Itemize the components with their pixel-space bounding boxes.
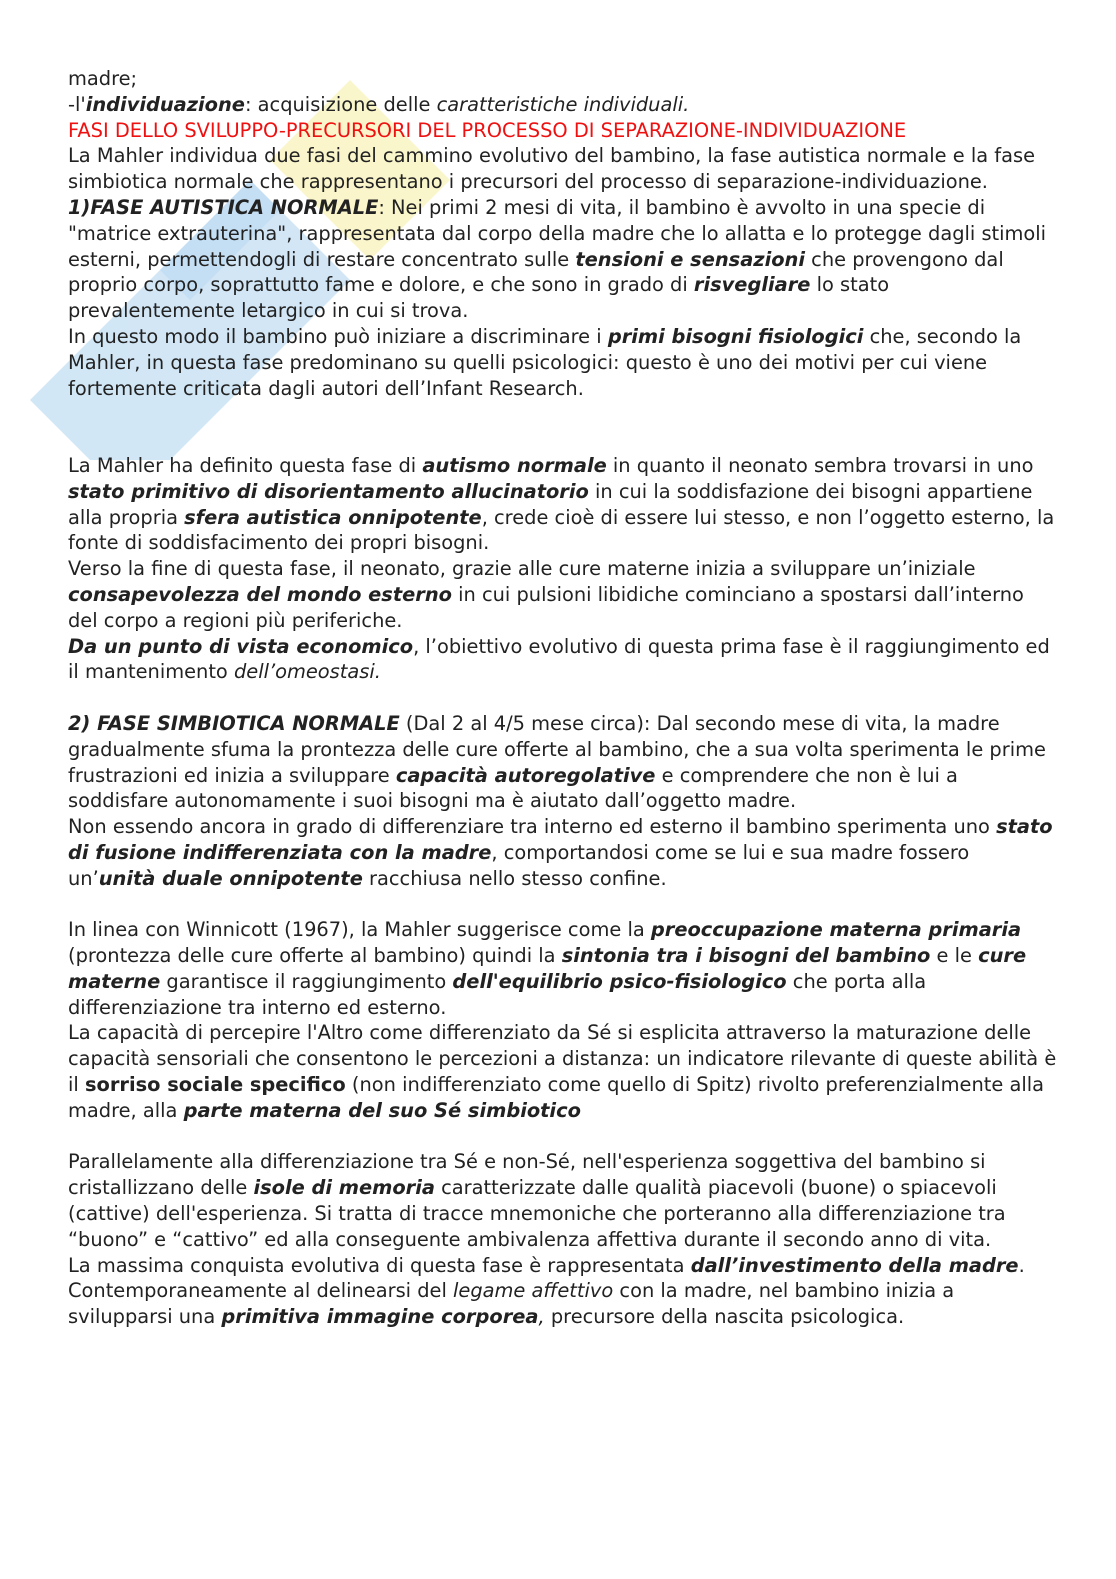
spacer bbox=[68, 401, 1058, 453]
paragraph-winnicott: In linea con Winnicott (1967), la Mahler suggerisce come la preoccupazione materna primaria (prontezza delle cure offerte al bambino) quindi la sintonia tra i bisogni del bambino e le cure materne garantisce il raggiungimento dell'equilibrio psico-fisiologico che porta alla differenziazione tra interno ed esterno. bbox=[68, 918, 1027, 1019]
document-page bbox=[68, 66, 1058, 1330]
paragraph-fase-simbiotica: 2) FASE SIMBIOTICA NORMALE (Dal 2 al 4/5 mese circa): Dal secondo mese di vita, la madre gradualmente sfuma la prontezza delle cure offerte al bambino, che a sua volta sperimenta le prime frustrazioni ed inizia a sviluppare capacità autoregolative e comprendere che non è lui a soddisfare autonomamente i suoi bisogni ma è aiutato dall’oggetto madre. bbox=[68, 711, 1046, 813]
paragraph-fusione: Non essendo ancora in grado di differenziare tra interno ed esterno il bambino sperimenta uno stato di fusione indifferenziata con la madre, comportandosi come se lui e sua madre fossero un’unità duale onnipotente racchiusa nello stesso confine. bbox=[68, 815, 1053, 890]
paragraph-madre: madre; bbox=[68, 67, 138, 90]
spacer bbox=[68, 892, 1058, 918]
paragraph-economico: Da un punto di vista economico, l’obiettivo evolutivo di questa prima fase è il raggiungimento ed il mantenimento dell’omeostasi. bbox=[68, 634, 1050, 684]
paragraph-investimento: La massima conquista evolutiva di questa fase è rappresentata dall’investimento della madre. Contemporaneamente al delinearsi del legame affettivo con la madre, nel bambino inizia a svilupparsi una primitiva immagine corporea, precursore della nascita psicologica. bbox=[68, 1253, 1025, 1329]
paragraph-intro: La Mahler individua due fasi del cammino evolutivo del bambino, la fase autistica normale e la fase simbiotica normale che rappresentano i precursori del processo di separazione-individuazione. bbox=[68, 144, 1036, 194]
paragraph-isole-memoria: Parallelamente alla differenziazione tra Sé e non-Sé, nell'esperienza soggettiva del bambino si cristallizzano delle isole di memoria caratterizzate dalle qualità piacevoli (buone) o spiacevoli (cattive) dell'esperienza. Si tratta di tracce mnemoniche che porteranno alla differenziazione tra “buono” e “cattivo” ed alla conseguente ambivalenza affettiva durante il secondo anno di vita. bbox=[68, 1150, 1006, 1251]
paragraph-sorriso: La capacità di percepire l'Altro come differenziato da Sé si esplicita attraverso la maturazione delle capacità sensoriali che consentono le percezioni a distanza: un indicatore rilevante di queste abilità è il sorriso sociale specifico (non indifferenziato come quello di Spitz) rivolto preferenzialmente alla madre, alla parte materna del suo Sé simbiotico bbox=[68, 1021, 1057, 1122]
paragraph-bisogni: In questo modo il bambino può iniziare a discriminare i primi bisogni fisiologici che, secondo la Mahler, in questa fase predominano su quelli psicologici: questo è uno dei motivi per cui viene fortemente criticata dagli autori dell’Infant Research. bbox=[68, 324, 1022, 400]
paragraph-consapevolezza: Verso la fine di questa fase, il neonato, grazie alle cure materne inizia a sviluppare un’iniziale consapevolezza del mondo esterno in cui pulsioni libidiche cominciano a spostarsi dall’interno del corpo a regioni più periferiche. bbox=[68, 557, 1024, 632]
paragraph-autismo-normale: La Mahler ha definito questa fase di autismo normale in quanto il neonato sembra trovarsi in uno stato primitivo di disorientamento allucinatorio in cui la soddisfazione dei bisogni appartiene alla propria sfera autistica onnipotente, crede cioè di essere lui stesso, e non l’oggetto esterno, la fonte di soddisfacimento dei propri bisogni. bbox=[68, 453, 1055, 555]
heading-fase-autistica: 1)FASE AUTISTICA NORMALE bbox=[68, 195, 379, 219]
section-heading: FASI DELLO SVILUPPO-PRECURSORI DEL PROCESSO DI SEPARAZIONE-INDIVIDUAZIONE bbox=[68, 118, 907, 142]
paragraph-fase-autistica: 1)FASE AUTISTICA NORMALE: Nei primi 2 mesi di vita, il bambino è avvolto in una specie di "matrice extrauterina", rappresentata dal corpo della madre che lo allatta e lo protegge dagli stimoli esterni, permettendogli di restare concentrato sulle tensioni e sensazioni che provengono dal proprio corpo, soprattutto fame e dolore, e che sono in grado di risvegliare lo stato prevalentemente letargico in cui si trova. bbox=[68, 195, 1047, 323]
paragraph-individuazione: -l'individuazione: acquisizione delle caratteristiche individuali. bbox=[68, 92, 690, 116]
spacer bbox=[68, 685, 1058, 711]
heading-fase-simbiotica: 2) FASE SIMBIOTICA NORMALE bbox=[68, 711, 400, 735]
spacer bbox=[68, 1124, 1058, 1150]
term-caratteristiche: caratteristiche individuali. bbox=[436, 92, 690, 116]
term-individuazione: individuazione bbox=[85, 92, 245, 116]
